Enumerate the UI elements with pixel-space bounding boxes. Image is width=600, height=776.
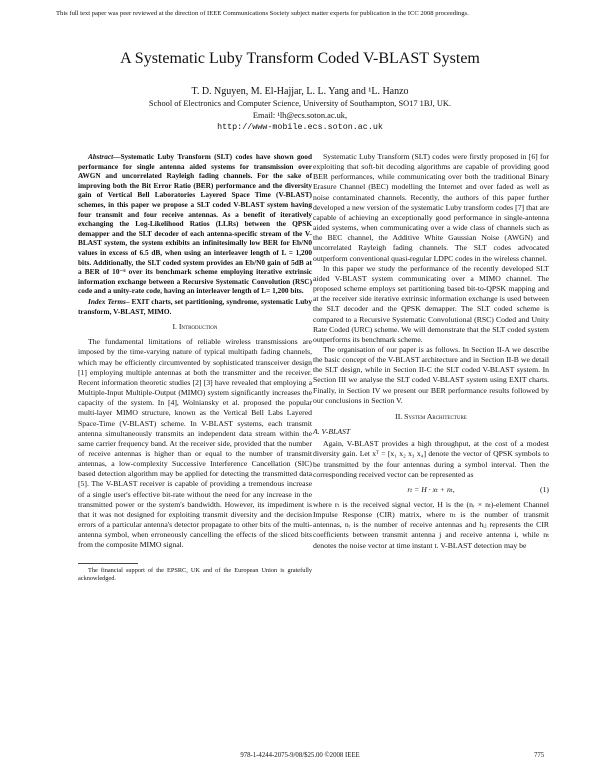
funding-footnote: The financial support of the EPSRC, UK and of the European Union is gratefully acknowledged. — [78, 566, 312, 582]
abstract — [78, 152, 312, 296]
abstract-text: —Systematic Luby Transform (SLT) codes have shown good performance for single antenna aided systems for transmission over AWGN and uncorrelated Rayleigh fading channels. For the sake of improving both the Bit Error Ratio (BER) performance and the diversity gain of Vertical Bell Laboratories Layered Space Time (V-BLAST) schemes, in this paper we propose a SLT coded V-BLAST system having four transmit and four receive antennas. As a benefit of iteratively exchanging the Log-Likelihood Ratios (LLRs) between the QPSK demapper and the SLT decoder of each antenna-specific stream of the V-BLAST system, the system exhibits an infinitesimally low BER for Eb/N0 values in excess of 6.5 dB, when using an interleaver length of L = 1,200 bits. Additionally, the SLT coded system provides an Eb/N0 gain of 5dB at a BER of 10⁻⁶ over its benchmark scheme employing iterative extrinsic information exchange between a Recursive Systematic Convolution (RSC) code and a unity-rate code, having an interleaver length of L= 1,200 bits. — [78, 152, 312, 296]
equation-number: (1) — [540, 484, 549, 494]
abstract-label: Abstract — [88, 152, 114, 161]
index-terms — [78, 297, 312, 316]
affiliation: School of Electronics and Computer Science, University of Southampton, SO17 1BJ, UK. — [148, 99, 452, 108]
body-paragraph: In this paper we study the performance of the recently developed SLT aided V-BLAST system communicating over a MIMO channel. The proposed scheme employs set partitioning based bit-to-QPSK mapping and at the receiver side iterative extrinsic information exchange is used between the SLT decoder and the QPSK demapper. The SLT coded scheme is compared to a Recursive Systematic Convolutional (RSC) Coded and Unity Rate Coded (URC) scheme. We will demonstrate that the SLT coded system outperforms its benchmark scheme. — [313, 263, 549, 344]
equation-1 — [313, 485, 549, 495]
author-url[interactable]: http://www-mobile.ecs.soton.ac.uk — [217, 122, 383, 132]
footer-isbn: 978-1-4244-2075-9/08/$25.00 ©2008 IEEE — [240, 752, 360, 759]
subsection-heading-vblast: A. V-BLAST — [313, 427, 351, 437]
right-column — [313, 152, 549, 551]
footnote-divider — [78, 563, 138, 564]
section-heading-introduction: I. Introduction — [172, 322, 218, 332]
body-paragraph: where rₜ is the received signal vector, H is the (nᵣ × nₜ)-element Channel Impulse Response (CIR) matrix, where nₜ is the number of transmit antennas, nᵣ is the number of receive antennas and hᵢⱼ represents the CIR coefficients between transmit antenna j and receive antenna i, while nₜ denotes the noise vector at time instant t. V-BLAST detection may be — [313, 500, 549, 550]
index-terms-label: Index Terms — [88, 296, 126, 306]
author-email: Email: ¹lh@ecs.soton.ac.uk, — [252, 111, 348, 120]
body-paragraph: Systematic Luby Transform (SLT) codes were firstly proposed in [6] for exploiting that soft-bit decoding algorithms are capable of providing good BER performances, while communicating over both the traditional Binary Erasure Channel (BEC) modelling the Internet and over faded as well as noise contaminated channels. Recently, the authors of this paper further developed a new version of the systematic Luby transform codes [7] that are capable of achieving an exceptionally good performance in single-antenna aided systems, when communicating over a wide class of channels such as the BEC channel, the Additive White Gaussian Noise (AWGN) and uncorrelated Rayleigh fading channels. The SLT codes advocated outperform conventional quasi-regular LDPC codes in the wireless channel. — [313, 152, 549, 263]
body-paragraph: Again, V-BLAST provides a high throughput, at the cost of a modest diversity gain. Let xᵀ = [x₁ x₂ x₃ x₄] denote the vector of QPSK symbols to be transmitted by the four antennas during a symbol interval. Then the corresponding received vector can be represented as — [313, 439, 549, 479]
body-paragraph: The organisation of our paper is as follows. In Section II-A we describe the basic concept of the V-BLAST architecture and in Section II-B we detail the SLT design, while in Section II-C the SLT coded V-BLAST system. In Section III we analyse the SLT coded V-BLAST system using EXIT charts. Finally, in Section IV we present our BER performance results followed by our conclusions in Section V. — [313, 344, 549, 405]
paper-title: A Systematic Luby Transform Coded V-BLAST System — [120, 50, 480, 67]
author-list: T. D. Nguyen, M. El-Hajjar, L. L. Yang and ¹L. Hanzo — [191, 86, 409, 97]
index-terms-text: – EXIT charts, set partitioning, syndrome, systematic Luby transform, V-BLAST, MIMO. — [78, 296, 312, 316]
page-number: 775 — [534, 752, 545, 759]
equation-body: rₜ = H · xₜ + nₜ, — [407, 484, 455, 494]
peer-review-notice: This full text paper was peer reviewed at the direction of IEEE Communications Society subject matter experts for publication in the ICC 2008 proceedings. — [56, 10, 469, 17]
left-column — [78, 152, 312, 583]
section-heading-system-architecture: II. System Architecture — [395, 411, 467, 421]
introduction-paragraph: The fundamental limitations of reliable wireless transmissions are imposed by the time-varying nature of typical multipath fading channels, which may be efficiently circumvented by sophisticated transceiver design [1] employing multiple antennas at both the transmitter and the receiver. Recent information theoretic studies [2] [3] have revealed that employing a Multiple-Input Multiple-Output (MIMO) system significantly increases the capacity of the system. In [4], Wolniansky et al. proposed the popular multi-layer MIMO structure, known as the Vertical Bell Labs Layered Space-Time (V-BLAST) scheme. In V-BLAST systems, each transmit antenna simultaneously transmits an independent data stream within the same carrier frequency band. At the receiver side, provided that the number of receive antennas is higher than or equal to the number of transmit antennas, a low-complexity Successive Interference Cancellation (SIC) based detection algorithm may be applied for detecting the transmitted data [5]. The V-BLAST receiver is capable of providing a tremendous increase of a single user's effective bit-rate without the need for any increase in the transmitted power or the system's bandwidth. However, its impediment is that it was not designed for exploiting transmit diversity and the decision errors of a particular antenna's detector propagate to other bits of the multi-antenna symbol, when erroneously cancelling the effects of the sliced bits from the composite MIMO signal. — [78, 337, 312, 550]
